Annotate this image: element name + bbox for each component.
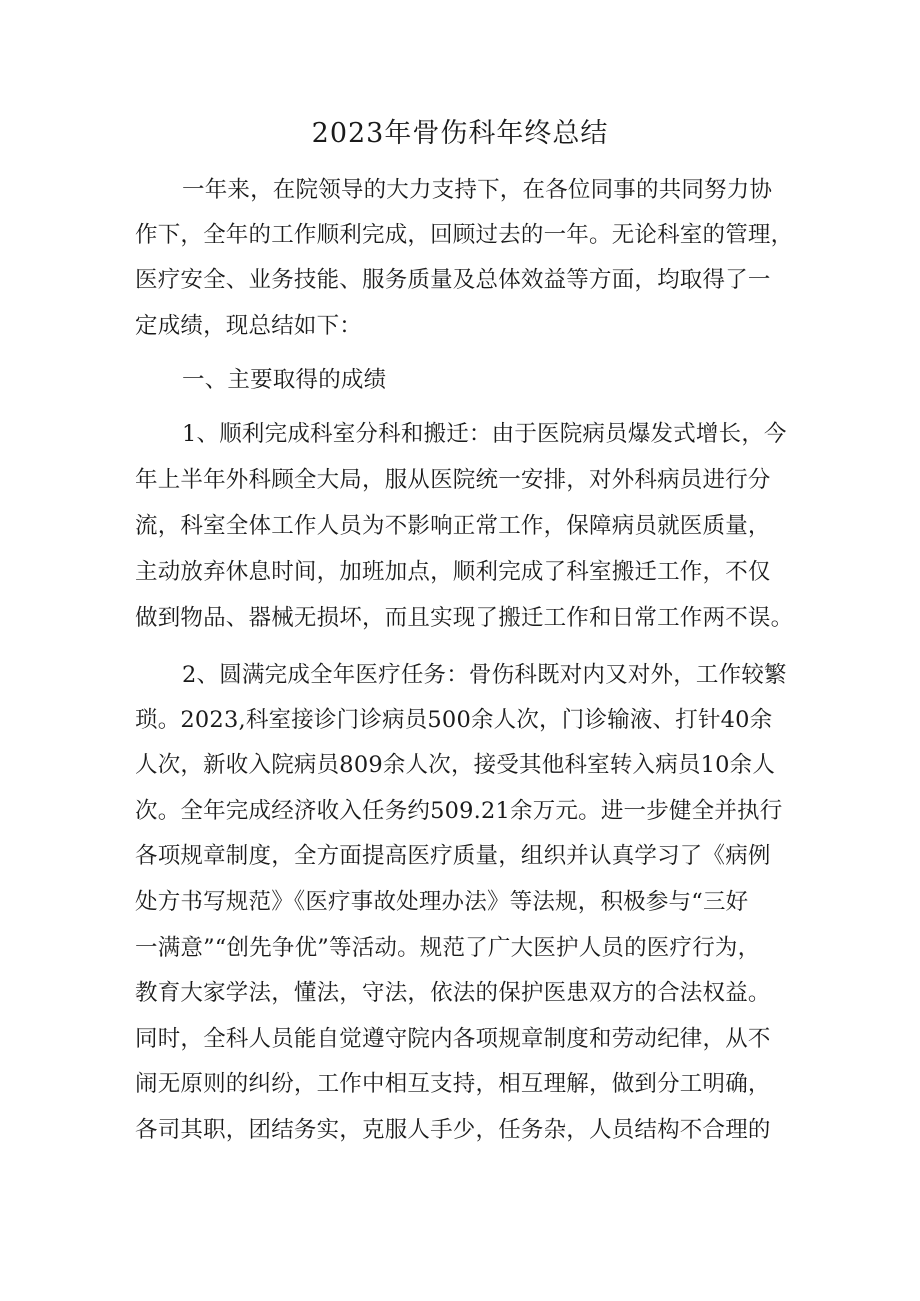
paragraph-line: 各项规章制度，全方面提高医疗质量，组织并认真学习了《病例 — [135, 843, 771, 869]
paragraph-line: 次。全年完成经济收入任务约509.21余万元。进一步健全并执行 — [135, 798, 783, 824]
paragraph-line: 主动放弃休息时间，加班加点，顺利完成了科室搬迁工作，不仅 — [135, 559, 771, 585]
paragraph-line: 流，科室全体工作人员为不影响正常工作，保障病员就医质量， — [135, 513, 771, 539]
paragraph-line: 定成绩，现总结如下： — [135, 313, 363, 339]
paragraph-line: 教育大家学法，懂法，守法，依法的保护医患双方的合法权益。 — [135, 980, 771, 1006]
paragraph-line: 做到物品、器械无损坏，而且实现了搬迁工作和日常工作两不误。 — [135, 605, 794, 631]
paragraph-line: 闹无原则的纠纷，工作中相互支持，相互理解，做到分工明确， — [135, 1071, 771, 1097]
paragraph-line: 人次，新收入院病员809余人次，接受其他科室转入病员10余人 — [135, 752, 776, 778]
paragraph-line: 一年来，在院领导的大力支持下，在各位同事的共同努力协 — [182, 177, 773, 203]
document-title: 2023年骨伤科年终总结 — [311, 118, 609, 149]
paragraph-line: 琐。2023,科室接诊门诊病员500余人次，门诊输液、打针40余 — [135, 707, 773, 733]
paragraph-line: 1、顺利完成科室分科和搬迁：由于医院病员爆发式增长，今 — [182, 421, 787, 447]
paragraph-line: 处方书写规范》《医疗事故处理办法》等法规，积极参与“三好 — [135, 889, 749, 915]
paragraph-line: 作下，全年的工作顺利完成，回顾过去的一年。无论科室的管理， — [135, 222, 794, 248]
paragraph-line: 同时，全科人员能自觉遵守院内各项规章制度和劳动纪律，从不 — [135, 1026, 771, 1052]
paragraph-line: 年上半年外科顾全大局，服从医院统一安排，对外科病员进行分 — [135, 467, 771, 493]
paragraph-line: 2、圆满完成全年医疗任务：骨伤科既对内又对外，工作较繁 — [182, 662, 787, 688]
paragraph-line: 医疗安全、业务技能、服务质量及总体效益等方面，均取得了一 — [135, 267, 771, 293]
paragraph-line: 各司其职，团结务实，克服人手少，任务杂，人员结构不合理的 — [135, 1117, 771, 1143]
section-heading: 一、主要取得的成绩 — [182, 367, 387, 393]
paragraph-line: 一满意”“创先争优”等活动。规范了广大医护人员的医疗行为， — [135, 935, 761, 961]
